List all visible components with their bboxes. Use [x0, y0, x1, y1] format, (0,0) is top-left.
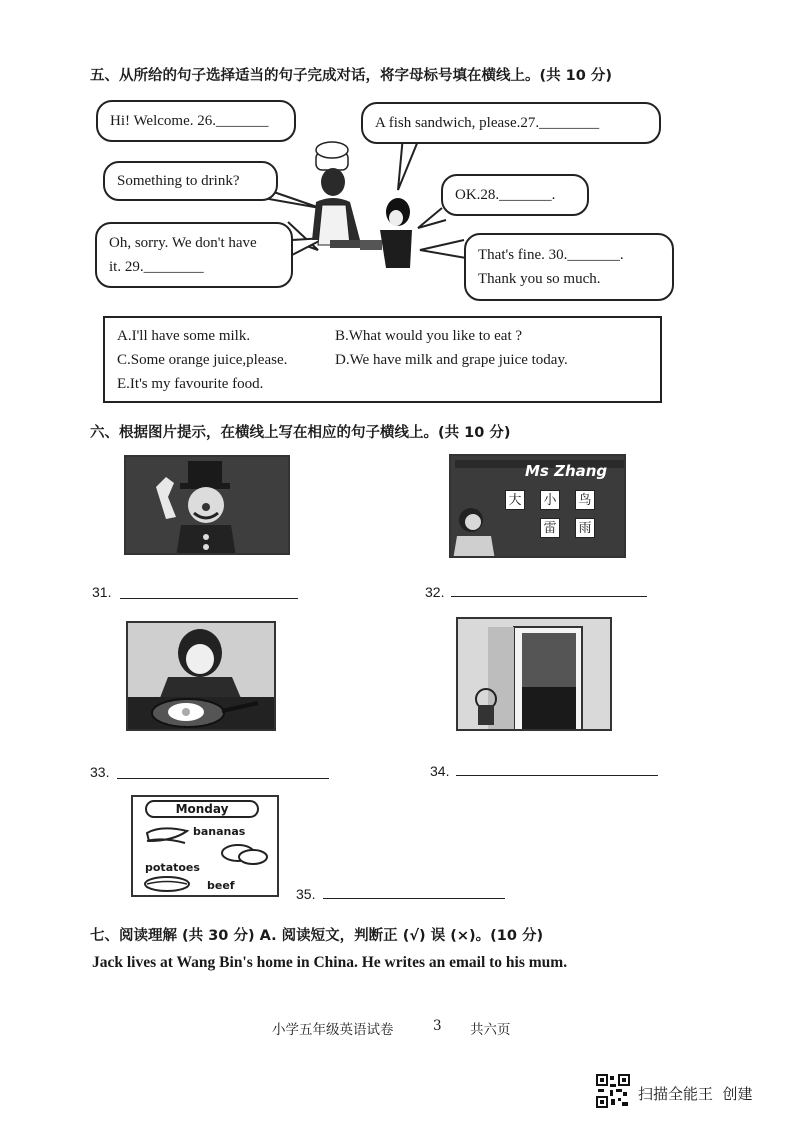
bubble-text: That's fine. 30._______. [478, 247, 624, 263]
option-c: C.Some orange juice,please. [117, 352, 288, 368]
picture-teacher [449, 454, 626, 558]
qr-code-icon [596, 1074, 630, 1108]
speech-bubble-27 [361, 102, 661, 144]
picture-menu-card [131, 795, 279, 897]
board-char: 雷 [540, 518, 560, 538]
reading-sentence: Jack lives at Wang Bin's home in China. He writes an email to his mum. [92, 954, 568, 971]
girl-figure [360, 198, 412, 268]
food-icons [133, 797, 279, 897]
board-char: 大 [505, 490, 525, 510]
menu-item: beef [207, 879, 235, 892]
bubble-text: Hi! Welcome. 26._______ [110, 113, 269, 129]
speech-bubble-30 [464, 233, 674, 301]
bubble-text: Oh, sorry. We don't have [109, 235, 257, 251]
page-number: 3 [433, 1018, 442, 1034]
section7-heading: 七、阅读理解 (共 30 分) A. 阅读短文，判断正 (√) 误 (×)。(10 分) [90, 928, 544, 944]
board-char: 小 [540, 490, 560, 510]
answer-line-31[interactable] [120, 598, 298, 599]
speech-bubble-28 [441, 174, 589, 216]
answer-line-35[interactable] [323, 898, 505, 899]
answer-line-32[interactable] [451, 596, 647, 597]
bubble-text: OK.28._______. [455, 187, 556, 203]
options-box [103, 316, 662, 403]
speech-bubble-26 [96, 100, 296, 142]
board-char: 雨 [575, 518, 595, 538]
section6-heading: 六、根据图片提示，在横线上写在相应的句子横线上。(共 10 分) [90, 425, 511, 441]
question-number-31: 31. [92, 584, 112, 600]
option-d: D.We have milk and grape juice today. [335, 352, 568, 368]
speech-bubble-29 [95, 222, 293, 288]
bubble-tail-6 [420, 240, 466, 258]
answer-line-34[interactable] [456, 775, 658, 776]
bubble-text: Something to drink? [117, 173, 240, 189]
beef-icon [145, 877, 189, 891]
picture-frying-egg [126, 621, 276, 731]
bubble-text: A fish sandwich, please.27.________ [375, 115, 600, 131]
menu-item: potatoes [145, 861, 200, 874]
picture-clown [124, 455, 290, 555]
bubble-tail-4 [418, 208, 446, 228]
scanner-watermark: 扫描全能王 创建 [638, 1085, 753, 1103]
page-total: 共六页 [470, 1022, 511, 1038]
question-number-34: 34. [430, 763, 450, 779]
bubble-text: Thank you so much. [478, 271, 601, 287]
speech-bubble-drink [103, 161, 278, 201]
answer-line-33[interactable] [117, 778, 329, 779]
question-number-33: 33. [90, 764, 110, 780]
paper-title: 小学五年级英语试卷 [272, 1022, 394, 1038]
chef-figure [312, 142, 370, 248]
board-title: Ms Zhang [525, 462, 608, 480]
question-number-32: 32. [425, 584, 445, 600]
question-number-35: 35. [296, 886, 316, 902]
menu-day: Monday [145, 800, 259, 818]
picture-doorway [456, 617, 612, 731]
section5-heading: 五、从所给的句子选择适当的句子完成对话，将字母标号填在横线上。(共 10 分) [90, 68, 613, 84]
option-b: B.What would you like to eat ? [335, 328, 523, 344]
option-a: A.I'll have some milk. [117, 328, 251, 344]
board-char: 鸟 [575, 490, 595, 510]
option-e: E.It's my favourite food. [117, 376, 264, 392]
bubble-tail-2 [398, 136, 420, 190]
bubble-text: it. 29.________ [109, 259, 204, 275]
menu-item: bananas [193, 825, 246, 838]
